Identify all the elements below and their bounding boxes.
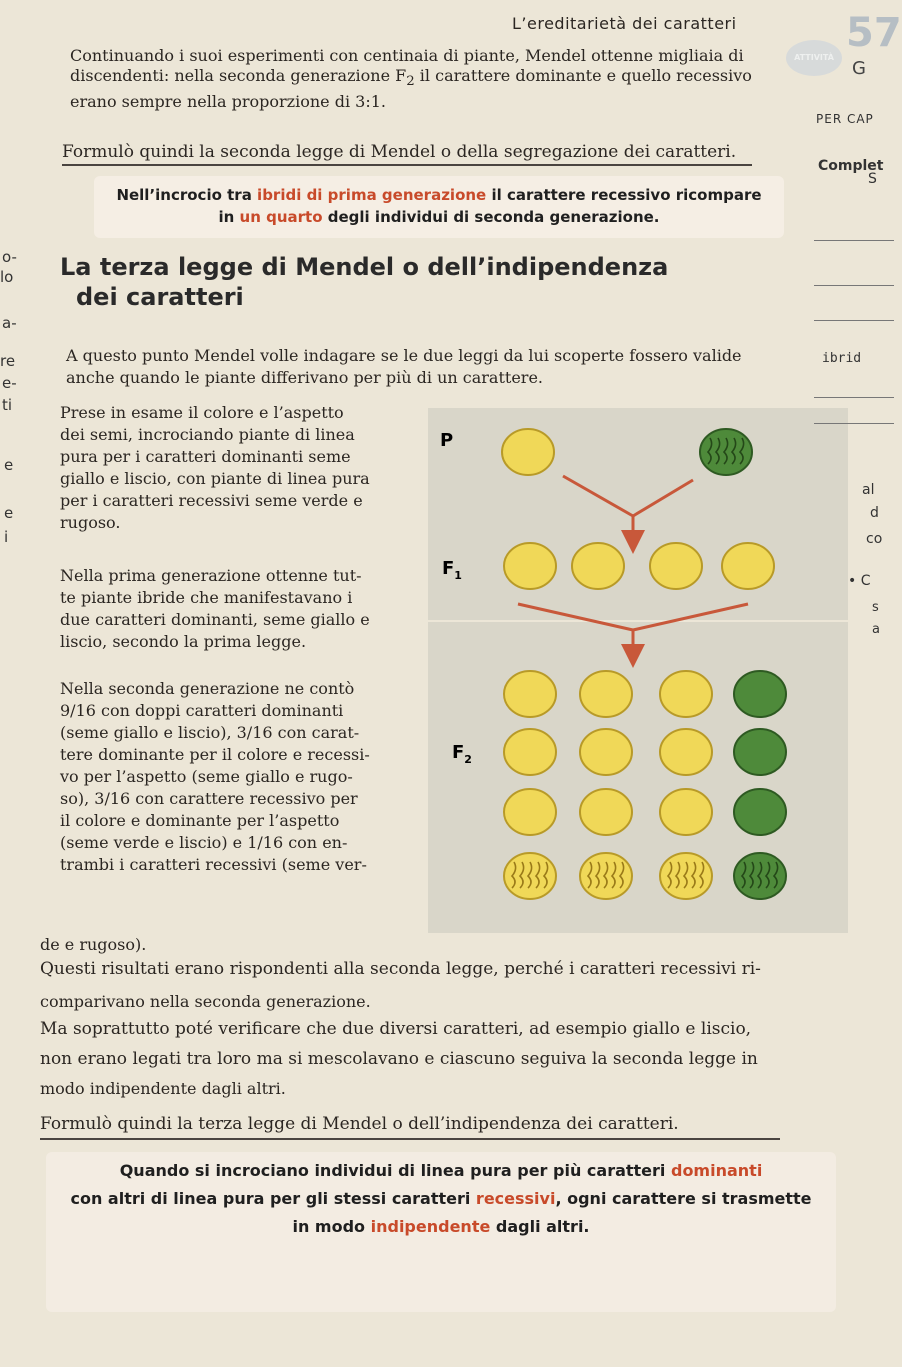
highlight-text: recessivi: [475, 1189, 556, 1208]
f1-seed-2: [572, 543, 624, 589]
cross-arrow-right-2: [633, 604, 748, 630]
margin-text: PER CAP: [816, 112, 874, 126]
f2-seed-r4-c3: [660, 853, 712, 899]
margin-rule: [814, 397, 894, 398]
margin-text: • C: [848, 573, 871, 589]
margin-text: al: [862, 482, 875, 498]
highlight-text: un quarto: [239, 208, 323, 226]
badge-letter: G: [852, 58, 866, 79]
body-line: non erano legati tra loro ma si mescolavano e ciascuno seguiva la seconda legge in: [40, 1049, 758, 1069]
text-line: so), 3/16 con carattere recessivo per: [60, 789, 358, 808]
f2-seed-r3-c3: [660, 789, 712, 835]
cross-arrow-left-2: [518, 604, 633, 630]
label-f2: [452, 742, 472, 766]
text-line: due caratteri dominanti, seme giallo e: [60, 610, 370, 629]
margin-text: Complet: [818, 158, 884, 174]
left-margin-fragments: [0, 80, 20, 640]
text-line: tere dominante per il colore e recessi-: [60, 745, 370, 764]
second-law-statement: Formulò quindi la seconda legge di Mendel o della segregazione dei caratteri.: [62, 142, 737, 162]
punnett-figure: [428, 408, 848, 933]
third-law-statement: Formulò quindi la terza legge di Mendel o dell’indipendenza dei caratteri.: [40, 1114, 679, 1134]
label-p: P: [440, 430, 454, 451]
f2-seed-r2-c1: [504, 729, 556, 775]
margin-text: ti: [2, 396, 13, 414]
margin-rule: [814, 320, 894, 321]
box-line: [94, 206, 784, 228]
margin-text: S: [868, 171, 877, 187]
intro-line2-end: il carattere dominante e quello recessivo: [414, 66, 752, 85]
label-f1-main: F: [442, 558, 455, 579]
text-line: pura per i caratteri dominanti seme: [60, 447, 351, 466]
box-text: Nell’incrocio tra: [116, 186, 258, 204]
f2-seed-r2-c2: [580, 729, 632, 775]
p-seed-green-wrinkled: [700, 429, 752, 475]
box-text: degli individui di seconda generazione.: [322, 208, 660, 226]
f1-seed-4: [722, 543, 774, 589]
text-line: liscio, secondo la prima legge.: [60, 632, 307, 651]
p-seed-yellow-smooth: [502, 429, 554, 475]
f2-seed-r1-c4: [734, 671, 786, 717]
text-line: trambi i caratteri recessivi (seme ver-: [60, 855, 367, 874]
seed-cross-diagram: [428, 408, 848, 933]
margin-text: co: [866, 531, 883, 547]
second-law-box: [94, 176, 784, 238]
box-line: [46, 1182, 836, 1210]
section-title: [60, 252, 740, 312]
box-line: [46, 1152, 836, 1182]
intro-line2-start: discendenti: nella seconda generazione F: [70, 66, 407, 85]
margin-text: e-: [2, 374, 17, 392]
section-title-line: La terza legge di Mendel o dell’indipendenza: [60, 253, 669, 281]
label-f2-sub: 2: [464, 753, 472, 766]
chapter-header-title: L’ereditarietà dei caratteri: [512, 14, 737, 33]
figure-divider: [428, 620, 848, 622]
intro2-line: anche quando le piante differivano per più di un carattere.: [66, 368, 543, 387]
intro2-line: A questo punto Mendel volle indagare se le due leggi da lui scoperte fossero valide: [66, 346, 742, 365]
box-text: con altri di linea pura per gli stessi caratteri: [70, 1189, 476, 1208]
margin-text: d: [870, 505, 879, 521]
f2-seed-r3-c1: [504, 789, 556, 835]
box-line: [94, 176, 784, 206]
f2-seed-r1-c1: [504, 671, 556, 717]
cross-arrow-left: [563, 476, 633, 516]
f2-seed-r1-c2: [580, 671, 632, 717]
f2-seed-r4-c1: [504, 853, 556, 899]
box-text: in: [218, 208, 240, 226]
f2-seed-r2-c3: [660, 729, 712, 775]
cross-arrow-right: [633, 480, 693, 516]
page-number: 57: [846, 10, 902, 56]
section-title-line: dei caratteri: [76, 283, 244, 311]
margin-text: lo: [0, 268, 14, 286]
intro-line: Continuando i suoi esperimenti con centinaia di piante, Mendel ottenne migliaia di: [70, 46, 744, 65]
label-f1-sub: 1: [454, 569, 462, 582]
highlight-text: indipendente: [370, 1217, 491, 1236]
text-line: rugoso.: [60, 513, 121, 532]
box-line: [46, 1210, 836, 1238]
text-line: dei semi, incrociando piante di linea: [60, 425, 355, 444]
body-line: modo indipendente dagli altri.: [40, 1079, 286, 1098]
body-line: Ma soprattutto poté verificare che due diversi caratteri, ad esempio giallo e liscio,: [40, 1019, 752, 1039]
text-line: Nella seconda generazione ne contò: [60, 679, 355, 698]
text-line: vo per l’aspetto (seme giallo e rugo-: [60, 767, 353, 786]
label-f2-main: F: [452, 742, 465, 763]
right-margin-fragments: [812, 105, 886, 975]
text-line: (seme verde e liscio) e 1/16 con en-: [60, 833, 348, 852]
text-line: Nella prima generazione ottenne tut-: [60, 566, 362, 585]
margin-rule: [814, 285, 894, 286]
margin-text: o-: [2, 248, 17, 266]
f2-seed-r1-c3: [660, 671, 712, 717]
box-text: Quando si incrociano individui di linea pura per più caratteri: [119, 1161, 671, 1180]
f2-subscript: 2: [406, 74, 415, 90]
f2-seed-r3-c4: [734, 789, 786, 835]
f1-seed-3: [650, 543, 702, 589]
intro-paragraph: [70, 46, 780, 112]
margin-text: ibrid: [822, 351, 862, 366]
body-line: Questi risultati erano rispondenti alla seconda legge, perché i caratteri recessivi ri-: [40, 959, 761, 979]
text-line: 9/16 con doppi caratteri dominanti: [60, 701, 344, 720]
divider-line: [40, 1138, 780, 1140]
text-line: Prese in esame il colore e l’aspetto: [60, 403, 344, 422]
f2-seed-r4-c2: [580, 853, 632, 899]
margin-text: s: [872, 600, 879, 615]
third-law-intro: [66, 345, 826, 389]
third-law-box: [46, 1152, 836, 1312]
column-paragraph-2: [60, 565, 420, 653]
intro-line: [70, 66, 780, 92]
margin-text: re: [0, 352, 16, 370]
text-line: per i caratteri recessivi seme verde e: [60, 491, 363, 510]
f2-seed-r3-c2: [580, 789, 632, 835]
box-text: il carattere recessivo ricompare: [486, 186, 762, 204]
highlight-text: ibridi di prima generazione: [257, 186, 487, 204]
f2-seed-r4-c4: [734, 853, 786, 899]
column-paragraph-3: [60, 678, 420, 876]
body-line: de e rugoso).: [40, 935, 147, 954]
text-line: giallo e liscio, con piante di linea pura: [60, 469, 370, 488]
margin-text: e: [4, 456, 14, 474]
label-f1: [442, 558, 462, 582]
seed-group: [502, 429, 786, 899]
text-line: te piante ibride che manifestavano i: [60, 588, 353, 607]
divider-line: [62, 164, 752, 166]
text-line: (seme giallo e liscio), 3/16 con carat-: [60, 723, 360, 742]
box-text: in modo: [292, 1217, 371, 1236]
margin-rule: [814, 423, 894, 424]
f1-seed-1: [504, 543, 556, 589]
intro-line: erano sempre nella proporzione di 3:1.: [70, 92, 386, 112]
text-line: il colore e dominante per l’aspetto: [60, 811, 340, 830]
highlight-text: dominanti: [670, 1161, 763, 1180]
margin-text: e: [4, 504, 14, 522]
margin-text: i: [4, 528, 9, 546]
f2-seed-r2-c4: [734, 729, 786, 775]
column-paragraph-1: [60, 402, 420, 534]
body-line: comparivano nella seconda generazione.: [40, 992, 371, 1011]
activity-badge-icon: ATTIVITÀ: [786, 40, 842, 76]
margin-text: a-: [2, 314, 17, 332]
margin-text: a: [872, 622, 880, 637]
box-text: , ogni carattere si trasmette: [555, 1189, 812, 1208]
margin-rule: [814, 240, 894, 241]
box-text: dagli altri.: [490, 1217, 590, 1236]
